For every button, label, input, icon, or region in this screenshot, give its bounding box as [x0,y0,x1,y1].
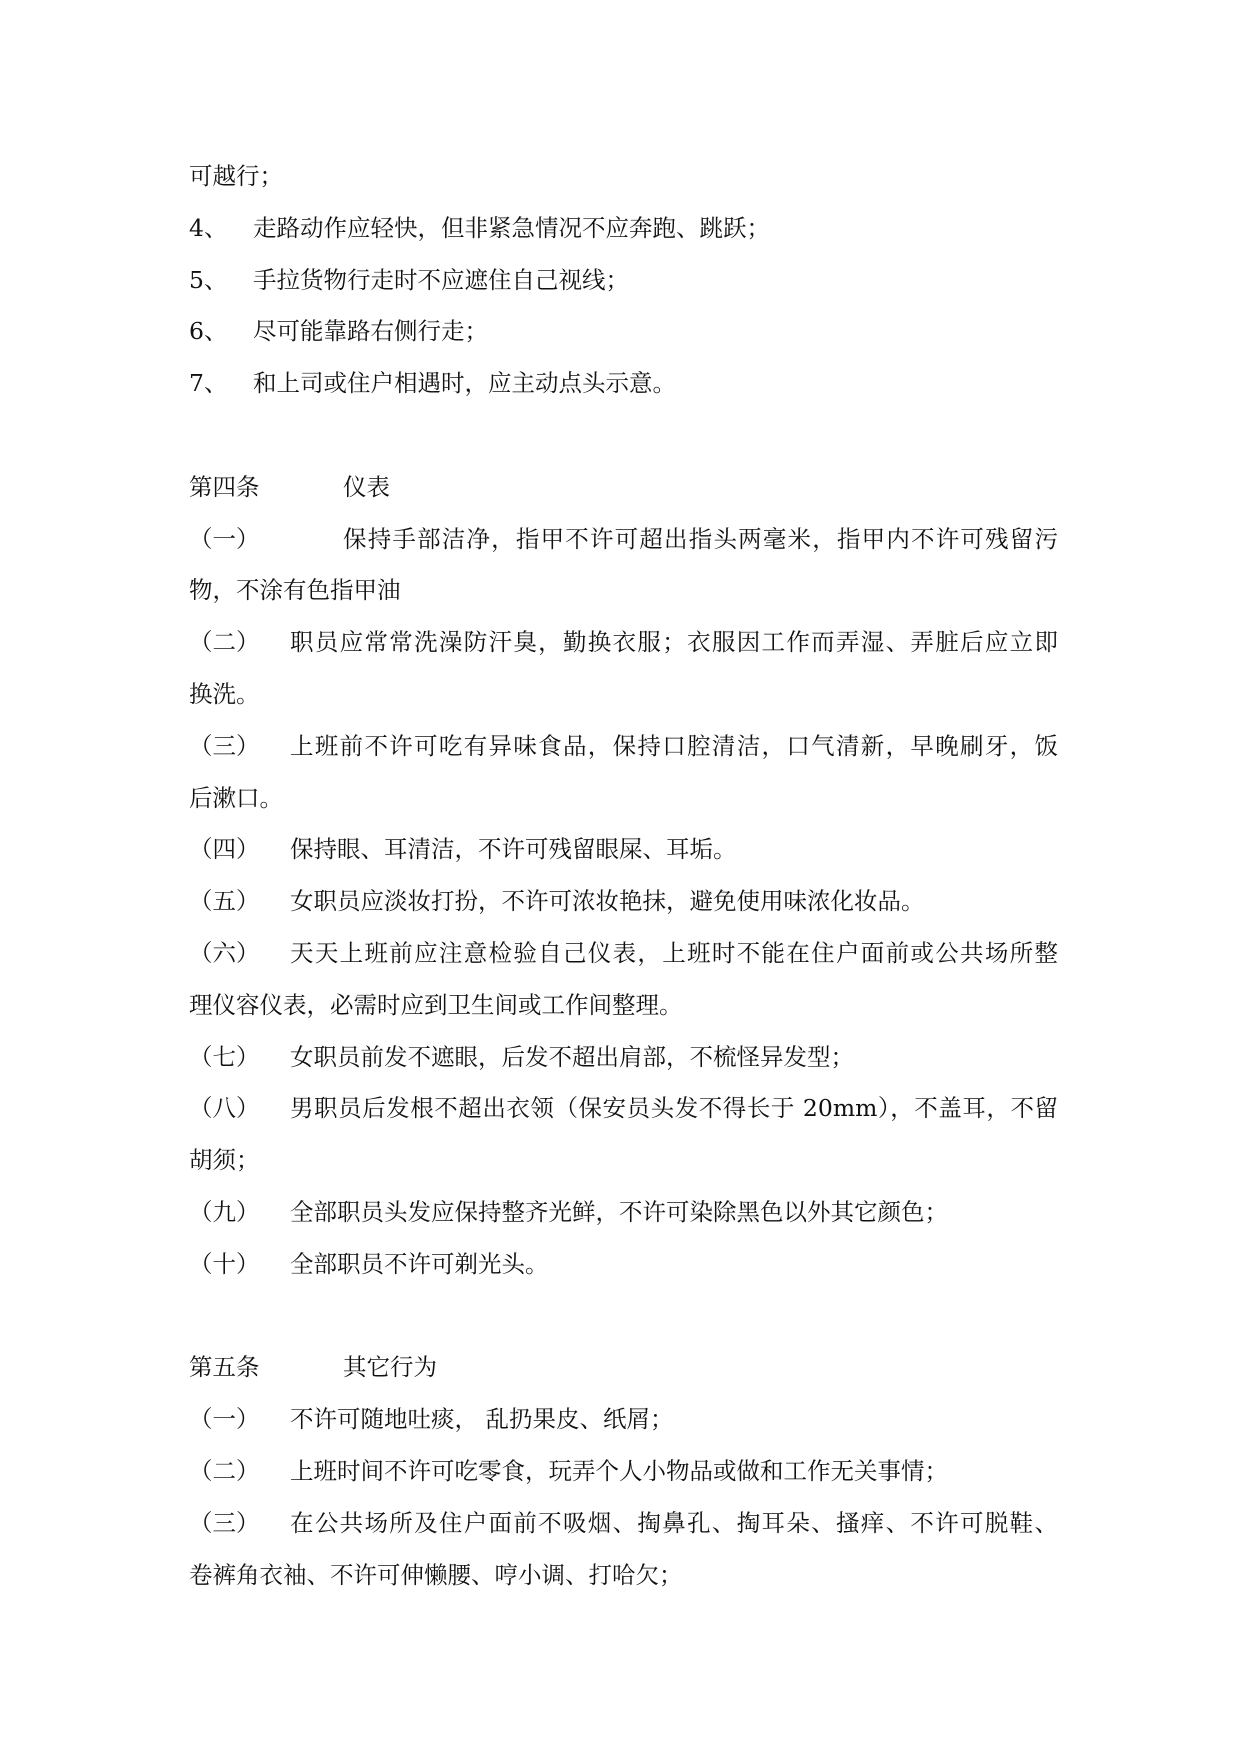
list-item [189,824,1058,876]
list-item [189,1498,1058,1550]
rule-number: 6、 [189,317,228,346]
item-number: （五） [189,887,260,916]
item-number: （八） [189,1094,260,1123]
item-text: 全部职员不许可剃光头。 [290,1249,549,1278]
item-number: （六） [189,938,260,967]
item-text: 男职员后发根不超出衣领（保安员头发不得长于 20mm），不盖耳，不留 [290,1094,1058,1123]
rule-item [189,306,1058,358]
item-text: 在公共场所及住户面前不吸烟、掏鼻孔、掏耳朵、搔痒、不许可脱鞋、 [290,1508,1058,1537]
article-heading [189,1342,1058,1394]
item-text-continued: 物，不涂有色指甲油 [189,576,401,605]
rule-text: 手拉货物行走时不应遮住自己视线； [253,265,629,294]
item-number: （二） [189,1456,260,1485]
article-label: 第五条 [189,1353,260,1382]
rule-item [189,203,1058,255]
item-number: （三） [189,1508,260,1537]
article-label: 第四条 [189,472,260,501]
list-item [189,1239,1058,1291]
item-text: 不许可随地吐痰， 乱扔果皮、纸屑； [290,1405,674,1434]
item-number: （一） [189,524,260,553]
list-item [189,876,1058,928]
item-text-continued: 换洗。 [189,679,260,708]
continuation-line: 可越行； [189,162,283,190]
list-item [189,617,1058,669]
item-text: 保持眼、耳清洁，不许可残留眼屎、耳垢。 [290,835,737,864]
item-text-continued: 后漱口。 [189,783,283,812]
item-number: （十） [189,1249,260,1278]
rule-number: 5、 [189,265,228,294]
item-number: （七） [189,1042,260,1071]
rule-text: 尽可能靠路右侧行走； [253,317,488,346]
article-title: 仪表 [343,472,390,501]
list-item [189,721,1058,773]
item-text: 职员应常常洗澡防汗臭，勤换衣服；衣服因工作而弄湿、弄脏后应立即 [290,628,1058,657]
item-text-continued: 卷裤角衣袖、不许可伸懒腰、哼小调、打哈欠； [189,1560,683,1589]
list-item [189,1032,1058,1084]
spacer [189,1291,1058,1343]
item-text-continued: 胡须； [189,1146,260,1175]
item-text: 女职员前发不遮眼，后发不超出肩部，不梳怪异发型； [290,1042,854,1071]
list-item [189,928,1058,980]
list-item [189,514,1058,566]
item-number: （三） [189,731,260,760]
rule-item [189,255,1058,307]
rule-text: 走路动作应轻快，但非紧急情况不应奔跑、跳跃； [253,213,770,242]
document-body [189,151,1058,1601]
rule-number: 7、 [189,369,228,398]
item-number: （一） [189,1405,260,1434]
item-text: 女职员应淡妆打扮，不许可浓妆艳抹，避免使用味浓化妆品。 [290,887,925,916]
rule-item [189,358,1058,410]
rule-number: 4、 [189,213,228,242]
spacer [189,410,1058,462]
list-item [189,1083,1058,1135]
item-number: （四） [189,835,260,864]
rule-text: 和上司或住户相遇时，应主动点头示意。 [253,369,676,398]
article-title: 其它行为 [343,1353,437,1382]
item-number: （二） [189,628,260,657]
item-text: 保持手部洁净，指甲不许可超出指头两毫米，指甲内不许可残留污 [343,524,1058,553]
list-item [189,1187,1058,1239]
list-item [189,1394,1058,1446]
item-number: （九） [189,1197,260,1226]
list-item [189,1446,1058,1498]
item-text: 上班时间不许可吃零食，玩弄个人小物品或做和工作无关事情； [290,1456,948,1485]
item-text: 天天上班前应注意检验自己仪表，上班时不能在住户面前或公共场所整 [290,938,1058,967]
item-text-continued: 理仪容仪表，必需时应到卫生间或工作间整理。 [189,990,683,1019]
item-text: 上班前不许可吃有异味食品，保持口腔清洁，口气清新，早晚刷牙，饭 [290,731,1058,760]
item-text: 全部职员头发应保持整齐光鲜，不许可染除黑色以外其它颜色； [290,1197,948,1226]
article-heading [189,462,1058,514]
